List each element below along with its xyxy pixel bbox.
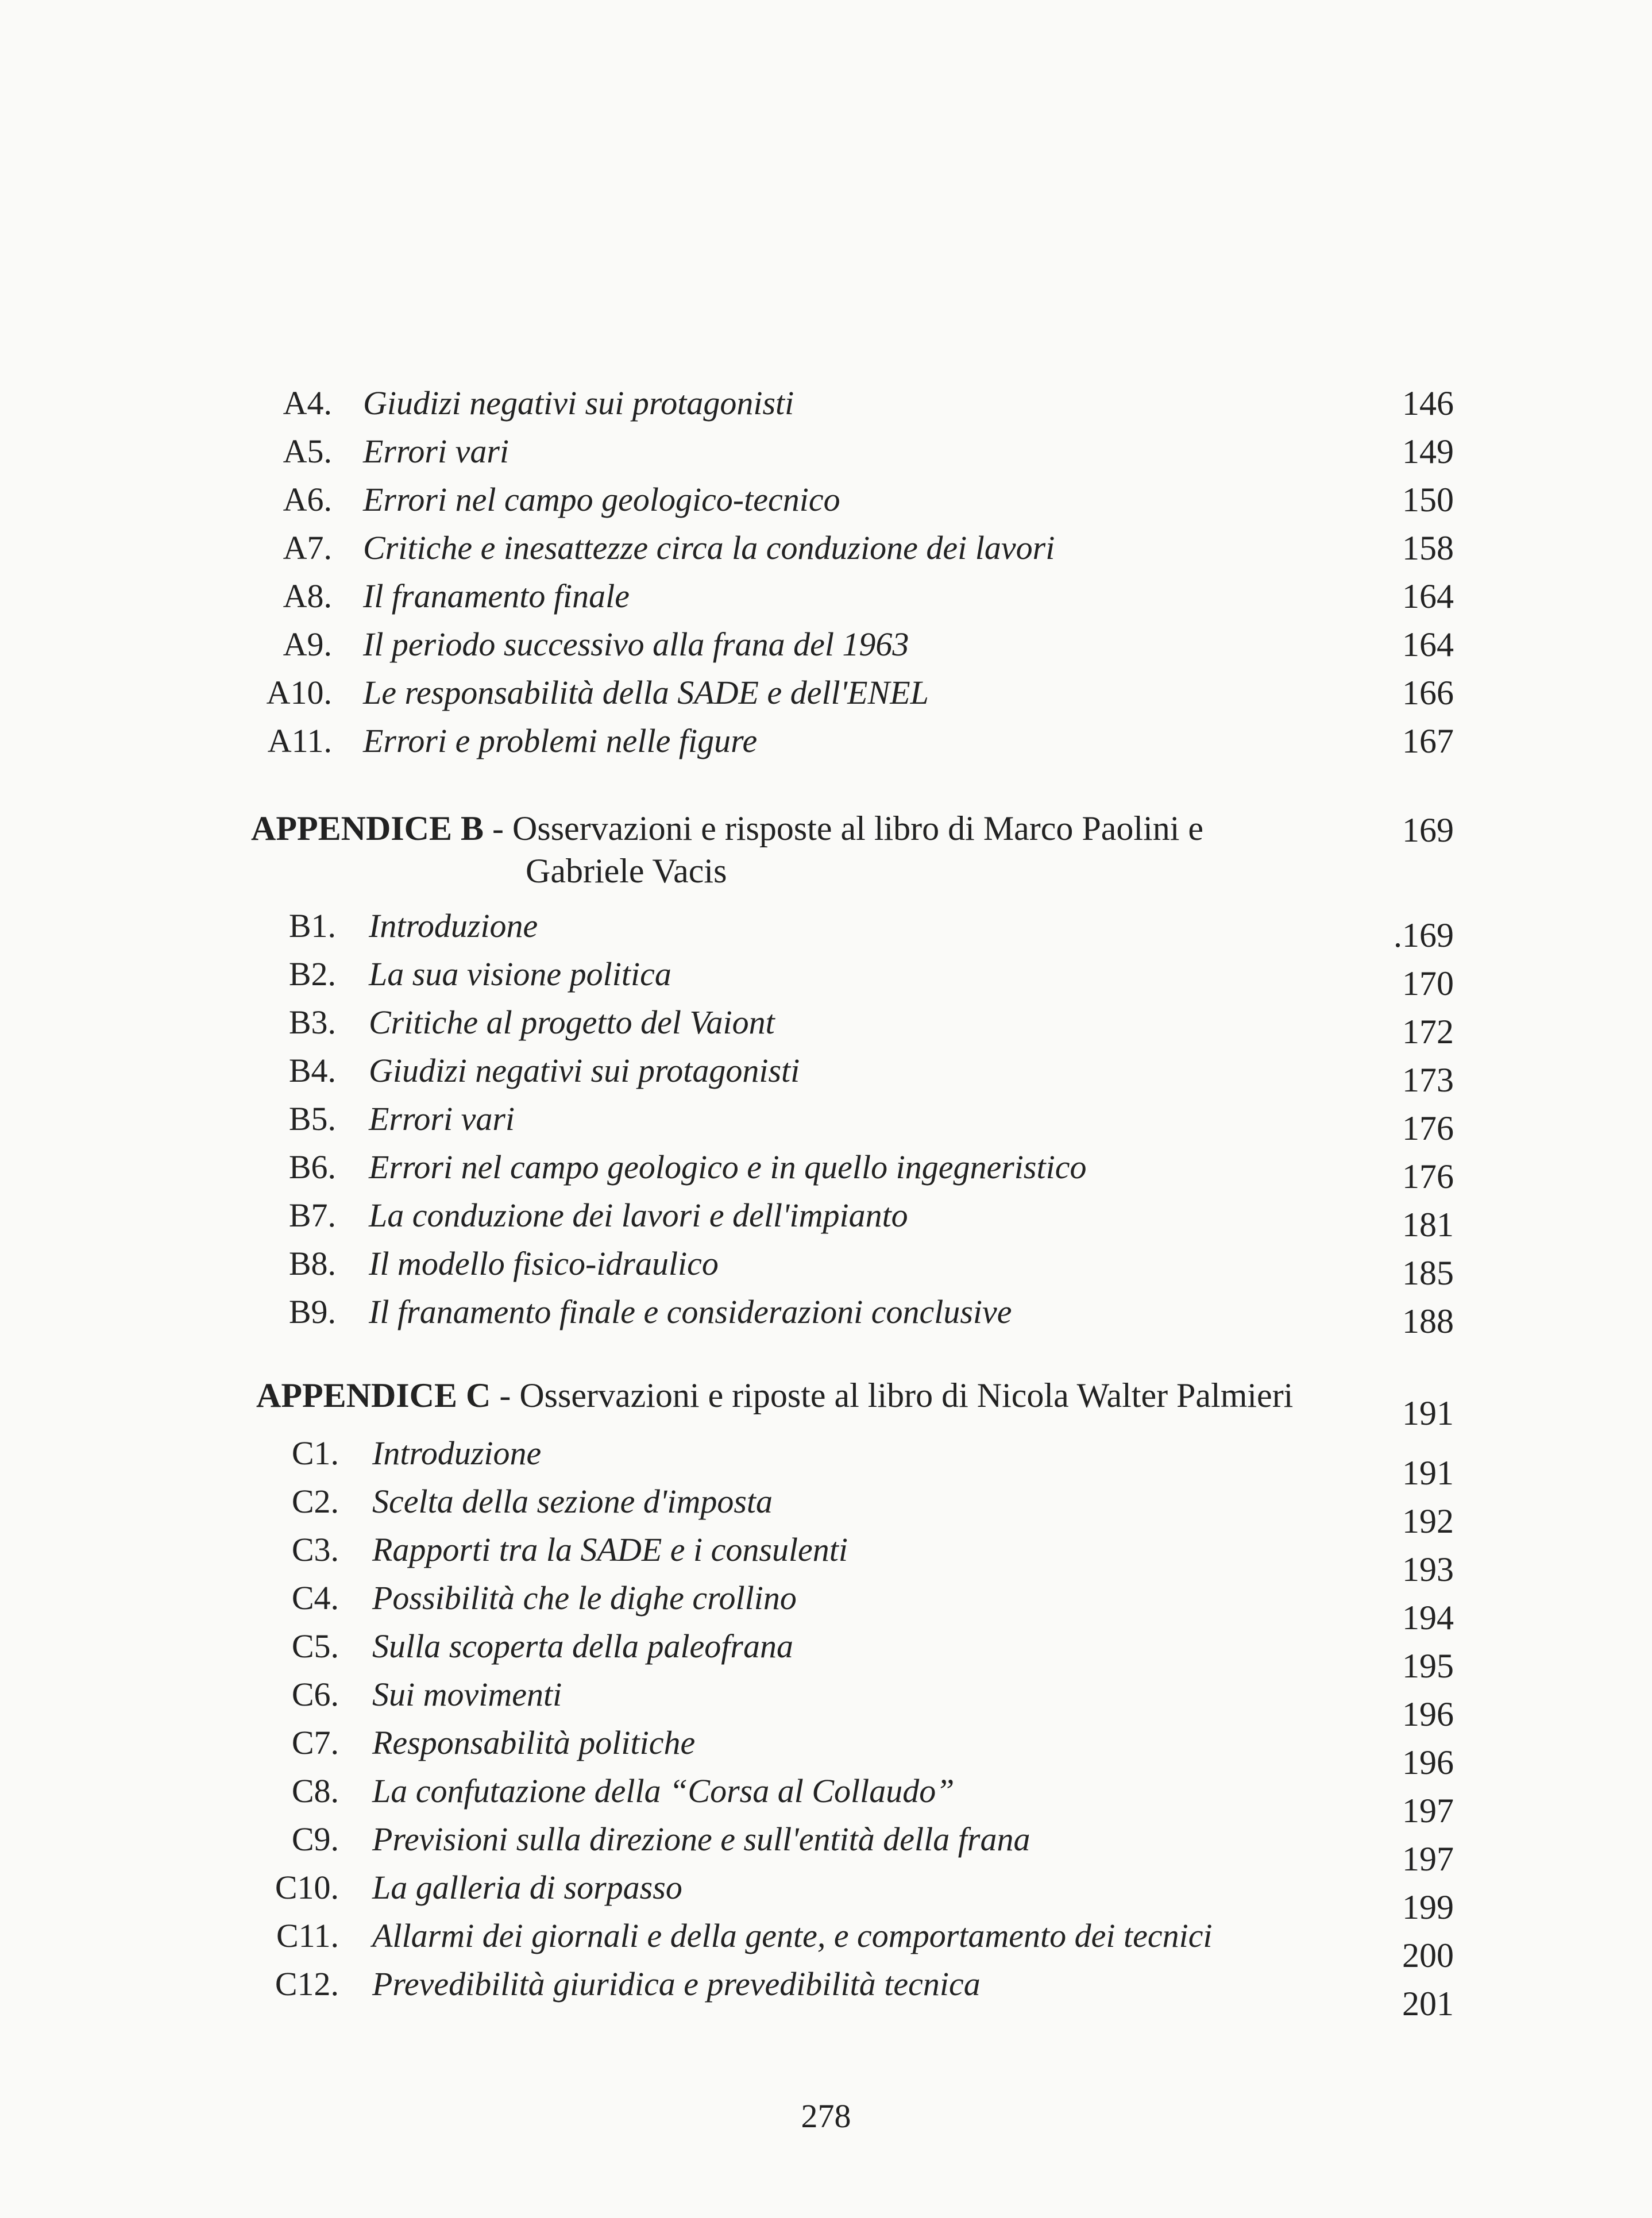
entry-title: La galleria di sorpasso xyxy=(372,1869,682,1906)
toc-entry xyxy=(0,1096,1652,1147)
entry-title: Responsabilità politiche xyxy=(372,1724,696,1761)
entry-page: 188 xyxy=(1402,1302,1454,1340)
appendix-c-separator: - xyxy=(491,1376,520,1414)
entry-number: B6. xyxy=(288,1148,336,1186)
appendix-b-description: Osservazioni e risposte al libro di Marco Paolini e xyxy=(512,809,1204,847)
toc-entry xyxy=(0,1144,1652,1195)
entry-title: Il franamento finale e considerazioni conclusive xyxy=(369,1293,1012,1330)
entry-page: 194 xyxy=(1402,1599,1454,1637)
entry-number: A9. xyxy=(283,626,332,663)
appendix-c-page-row xyxy=(0,1390,1652,1436)
appendix-c-label: APPENDICE C xyxy=(256,1376,491,1414)
entry-title: Il periodo successivo alla frana del 1963 xyxy=(363,626,909,663)
toc-entry xyxy=(0,1623,1652,1685)
entry-title: Errori vari xyxy=(363,433,510,470)
appendix-b-page: 169 xyxy=(1402,811,1454,849)
appendix-c-description: Osservazioni e riposte al libro di Nicola Walter Palmieri xyxy=(519,1376,1294,1414)
appendix-b-page-row xyxy=(0,807,1652,853)
entry-title: Errori vari xyxy=(369,1100,515,1137)
entry-title: Giudizi negativi sui protagonisti xyxy=(363,384,794,422)
entry-title: Critiche e inesattezze circa la conduzione dei lavori xyxy=(363,529,1055,566)
entry-page: 197 xyxy=(1402,1792,1454,1830)
entry-number: C11. xyxy=(276,1917,339,1954)
entry-number: A6. xyxy=(283,481,332,518)
entry-title: Introduzione xyxy=(372,1434,542,1472)
entry-page: 192 xyxy=(1402,1502,1454,1540)
appendix-b-label: APPENDICE B xyxy=(251,809,484,847)
entry-number: A8. xyxy=(283,577,332,615)
entry-number: B8. xyxy=(288,1245,336,1282)
entry-page: 176 xyxy=(1402,1109,1454,1147)
entry-title: Errori nel campo geologico e in quello ingegneristico xyxy=(369,1148,1087,1186)
toc-entry xyxy=(0,1768,1652,1830)
toc-entry xyxy=(0,1672,1652,1733)
entry-page: 158 xyxy=(1402,529,1454,567)
entry-number: A5. xyxy=(283,433,332,470)
entry-title: Sui movimenti xyxy=(372,1676,562,1713)
entry-number: B5. xyxy=(288,1100,336,1137)
entry-number: C10. xyxy=(275,1869,339,1906)
entry-title: Critiche al progetto del Vaiont xyxy=(369,1004,775,1041)
entry-title: Le responsabilità della SADE e dell'ENEL xyxy=(363,674,929,711)
entry-page: 201 xyxy=(1402,1985,1454,2023)
toc-entry xyxy=(0,622,1652,668)
entry-page: 149 xyxy=(1402,433,1454,470)
appendix-b-description-line2: Gabriele Vacis xyxy=(526,852,727,890)
entry-page: 185 xyxy=(1402,1254,1454,1292)
entry-number: B9. xyxy=(288,1293,336,1330)
toc-entry xyxy=(0,429,1652,475)
toc-entry xyxy=(0,573,1652,619)
entry-number: B2. xyxy=(288,955,336,993)
entry-title: Errori e problemi nelle figure xyxy=(363,722,758,759)
entry-page: .169 xyxy=(1394,916,1454,954)
entry-number: C8. xyxy=(291,1772,339,1810)
entry-page: 181 xyxy=(1402,1206,1454,1244)
entry-number: A7. xyxy=(283,529,332,566)
entry-page: 197 xyxy=(1402,1840,1454,1878)
entry-number: C7. xyxy=(291,1724,339,1761)
entry-page: 195 xyxy=(1402,1647,1454,1685)
entry-page: 172 xyxy=(1402,1013,1454,1051)
entry-title: La conduzione dei lavori e dell'impianto xyxy=(369,1197,908,1234)
toc-entry xyxy=(0,1000,1652,1051)
entry-page: 176 xyxy=(1402,1158,1454,1195)
entry-page: 146 xyxy=(1402,384,1454,422)
toc-entry xyxy=(0,1720,1652,1781)
toc-entry xyxy=(0,951,1652,1002)
appendix-c-page: 191 xyxy=(1402,1394,1454,1432)
entry-number: A11. xyxy=(267,722,332,759)
entry-page: 173 xyxy=(1402,1061,1454,1099)
entry-title: Prevedibilità giuridica e prevedibilità tecnica xyxy=(372,1965,981,2003)
entry-number: C1. xyxy=(291,1434,339,1472)
entry-number: C5. xyxy=(291,1627,339,1665)
page-number: 278 xyxy=(801,2097,851,2135)
toc-entry xyxy=(0,1816,1652,1878)
toc-entry xyxy=(0,718,1652,764)
entry-number: A4. xyxy=(283,384,332,422)
entry-title: Introduzione xyxy=(369,907,538,944)
toc-entry xyxy=(0,1865,1652,1926)
toc-entry xyxy=(0,903,1652,954)
entry-title: La confutazione della “Corsa al Collaudo” xyxy=(372,1772,955,1810)
entry-page: 166 xyxy=(1402,674,1454,712)
entry-page: 193 xyxy=(1402,1550,1454,1588)
entry-page: 170 xyxy=(1402,965,1454,1002)
entry-number: B3. xyxy=(288,1004,336,1041)
entry-number: A10. xyxy=(266,674,332,711)
appendix-b-separator: - xyxy=(484,809,513,847)
entry-title: Rapporti tra la SADE e i consulenti xyxy=(372,1531,848,1568)
toc-entry xyxy=(0,1430,1652,1492)
entry-number: C3. xyxy=(291,1531,339,1568)
entry-number: C12. xyxy=(275,1965,339,2003)
entry-page: 200 xyxy=(1402,1937,1454,1974)
entry-title: Scelta della sezione d'imposta xyxy=(372,1483,773,1520)
entry-page: 196 xyxy=(1402,1743,1454,1781)
entry-page: 164 xyxy=(1402,577,1454,615)
entry-number: C9. xyxy=(291,1820,339,1858)
entry-number: C2. xyxy=(291,1483,339,1520)
entry-title: La sua visione politica xyxy=(369,955,671,993)
entry-title: Errori nel campo geologico-tecnico xyxy=(363,481,840,518)
entry-title: Giudizi negativi sui protagonisti xyxy=(369,1052,800,1089)
toc-entry xyxy=(0,1289,1652,1340)
entry-page: 164 xyxy=(1402,626,1454,664)
entry-number: B4. xyxy=(288,1052,336,1089)
toc-entry xyxy=(0,477,1652,523)
toc-entry xyxy=(0,1575,1652,1637)
toc-entry xyxy=(0,1193,1652,1244)
toc-entry xyxy=(0,670,1652,716)
entry-page: 196 xyxy=(1402,1695,1454,1733)
entry-page: 167 xyxy=(1402,722,1454,760)
entry-title: Sulla scoperta della paleofrana xyxy=(372,1627,793,1665)
toc-entry xyxy=(0,525,1652,571)
entry-number: B7. xyxy=(288,1197,336,1234)
entry-title: Il franamento finale xyxy=(363,577,630,615)
toc-entry xyxy=(0,1961,1652,2023)
toc-entry xyxy=(0,1048,1652,1099)
toc-entry xyxy=(0,1913,1652,1974)
toc-entry xyxy=(0,380,1652,426)
entry-page: 150 xyxy=(1402,481,1454,519)
entry-number: C6. xyxy=(291,1676,339,1713)
entry-number: B1. xyxy=(288,907,336,944)
entry-title: Possibilità che le dighe crollino xyxy=(372,1579,797,1617)
entry-title: Il modello fisico-idraulico xyxy=(369,1245,719,1282)
entry-title: Previsioni sulla direzione e sull'entità della frana xyxy=(372,1820,1030,1858)
entry-page: 199 xyxy=(1402,1888,1454,1926)
entry-number: C4. xyxy=(291,1579,339,1617)
toc-entry xyxy=(0,1527,1652,1588)
toc-entry xyxy=(0,1479,1652,1540)
toc-entry xyxy=(0,1241,1652,1292)
entry-page: 191 xyxy=(1402,1454,1454,1492)
entry-title: Allarmi dei giornali e della gente, e comportamento dei tecnici xyxy=(372,1917,1213,1954)
